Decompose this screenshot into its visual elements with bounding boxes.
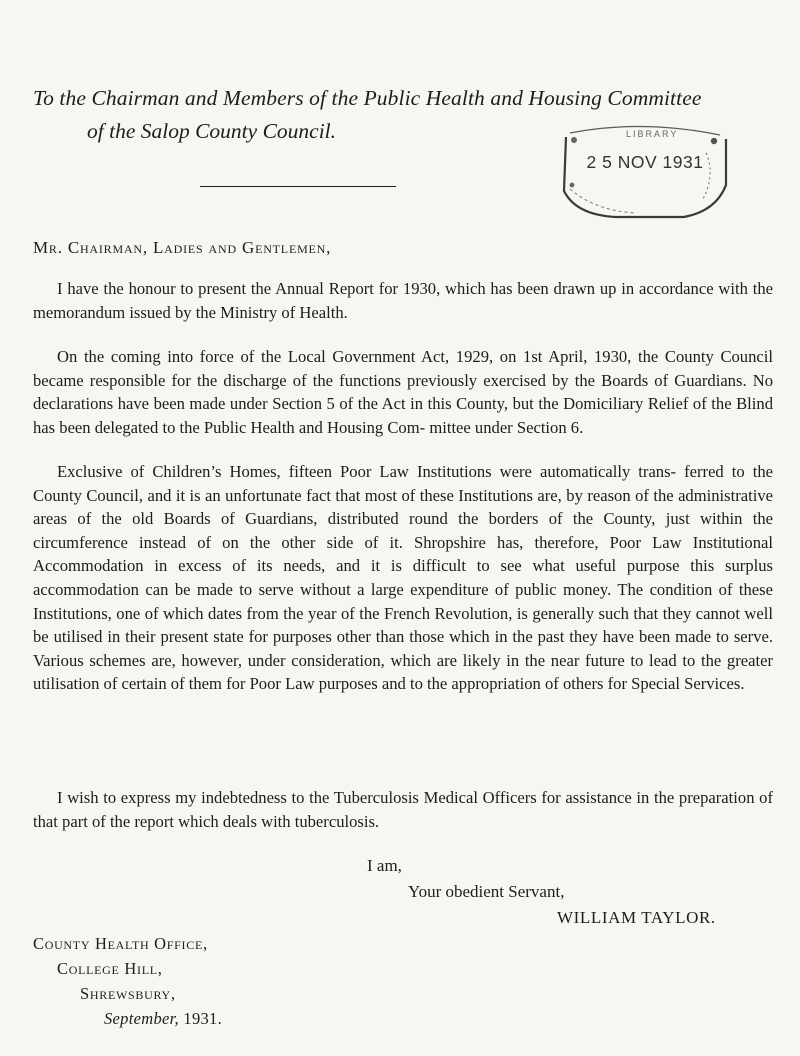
address-month: September,: [104, 1009, 179, 1028]
paragraph-2: [33, 345, 773, 439]
closing-servant: Your obedient Servant,: [408, 882, 565, 901]
paragraph-2-text: On the coming into force of the Local Government Act, 1929, on 1st April, 1930, the County Council became responsible for the discharge of the functions previously exercised by the Boards of Guardians. No declarations have been made under Section 5 of the Act in this County, but the Domiciliary Relief of the Blind has been delegated to the Public Health and Housing Com- mittee under Section 6.: [33, 347, 773, 437]
library-date-stamp: [556, 125, 728, 219]
signature-name: WILLIAM TAYLOR.: [557, 908, 716, 927]
addressee-line-1: To the Chairman and Members of the Public Health and Housing Committee: [33, 86, 702, 110]
header-rule: [200, 186, 396, 187]
paragraph-4-text: I wish to express my indebtedness to the Tuberculosis Medical Officers for assistance in the preparation of that part of the report which deals with tuberculosis.: [33, 788, 773, 831]
paragraph-1-text: I have the honour to present the Annual Report for 1930, which has been drawn up in accordance with the memorandum issued by the Ministry of Health.: [33, 279, 773, 322]
address-year: 1931.: [183, 1009, 223, 1028]
stamp-top-text: LIBRARY: [626, 129, 679, 139]
salutation: Mr. Chairman, Ladies and Gentlemen,: [33, 238, 332, 257]
address-date: [104, 1009, 222, 1029]
paragraph-3-text: Exclusive of Children’s Homes, fifteen Poor Law Institutions were automatically trans- ferred to the County Council, and it is an unfortunate fact that most of these Institutions are, by reason of the administrative areas of the old Boards of Guardians, distributed round the borders of the County, just within the circumference instead of on the other side of it. Shropshire has, therefore, Poor Law Institutional Accommodation in excess of its needs, and it is difficult to see what useful purpose this surplus accommodation can be made to serve without a large expenditure of public money. The condition of these Institutions, one of which dates from the year of the French Revolution, is generally such that they cannot well be utilised in their present state for purposes other than those which in the past they have been made to serve. Various schemes are, however, under consideration, which are likely in the near future to lead to the greater utilisation of certain of them for Poor Law purposes and to the appropriation of others for Special Services.: [33, 462, 773, 694]
closing-i-am: I am,: [367, 856, 402, 875]
addressee-line-2: of the Salop County Council.: [87, 119, 337, 143]
address-line-3: Shrewsbury,: [80, 984, 176, 1003]
address-line-1: County Health Office,: [33, 934, 208, 953]
address-line-2: College Hill,: [57, 959, 163, 978]
paragraph-1: [33, 277, 773, 324]
paragraph-4: [33, 786, 773, 833]
paragraph-3: [33, 460, 773, 696]
stamp-date: 2 5 NOV 1931: [586, 152, 704, 172]
